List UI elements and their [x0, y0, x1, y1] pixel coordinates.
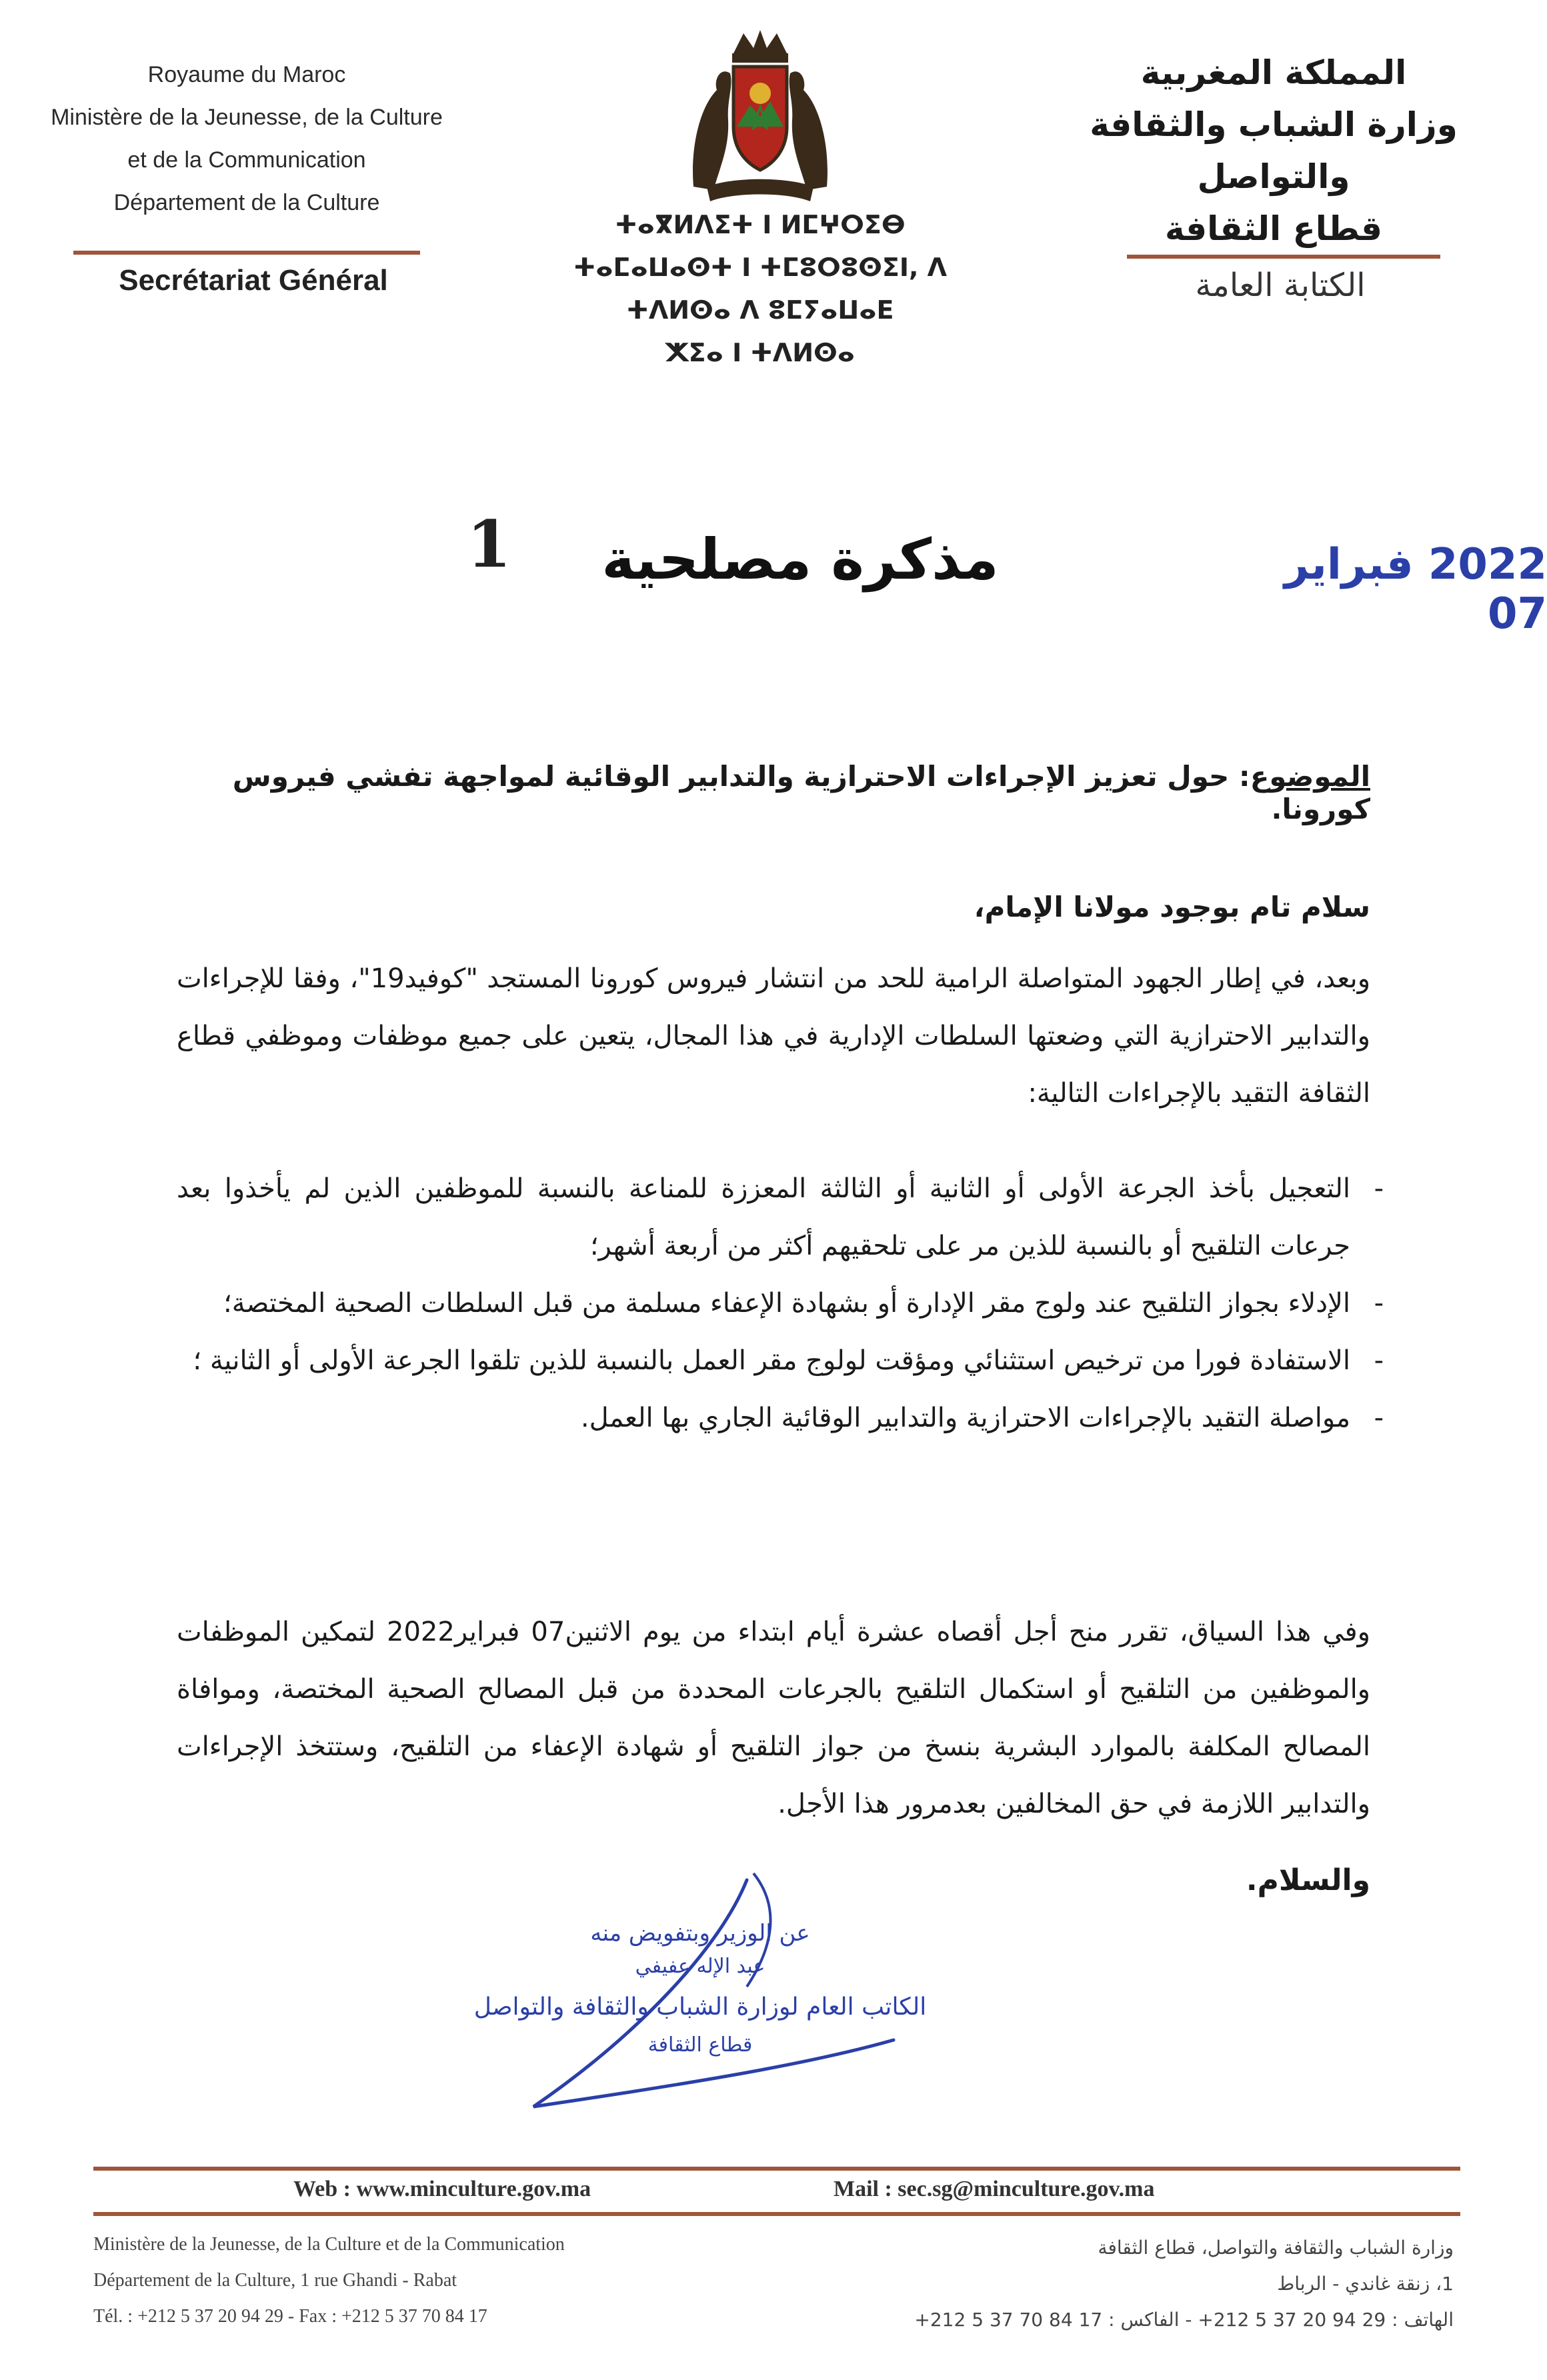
paragraph-deadline: وفي هذا السياق، تقرر منح أجل أقصاه عشرة أيام ابتداء من يوم الاثنين07 فبراير2022 لتمكين الموظفات والموظفين من التلقيح أو استكمال التلقيح بالجرعات المحددة من قبل المصالح الصحية المختصة، وموافاة المصالح المكلفة بالموارد البشرية بنسخ من جواز التلقيح أو شهادة الإعفاء من التلقيح، وستتخذ الإجراءات والتدابير اللازمة في حق المخالفين بعدمرور هذا الأجل. [177, 1617, 1370, 1819]
header-right-line: وزارة الشباب والثقافة [1090, 105, 1458, 144]
royal-coat-of-arms-icon [687, 27, 834, 207]
closing: والسلام. [1246, 1863, 1370, 1897]
signature-line: الكاتب العام لوزارة الشباب والثقافة والتواصل [473, 1993, 927, 2021]
footer-divider-bottom [93, 2212, 1460, 2216]
memo-date-stamp: 2022 فبراير 07 [1284, 540, 1547, 639]
list-item: - مواصلة التقيد بالإجراءات الاحترازية والتدابير الوقائية الجاري بها العمل. [177, 1389, 1390, 1447]
subject-line [177, 760, 1370, 825]
secretariat-fr: Secrétariat Général [119, 264, 388, 297]
secretariat-ar: الكتابة العامة [1195, 267, 1366, 304]
footer-web: Web : www.minculture.gov.ma [293, 2177, 591, 2201]
header-right-line: والتواصل [1197, 157, 1350, 196]
memo-number: 1 [467, 507, 511, 582]
header-right-line: قطاع الثقافة [1165, 209, 1382, 248]
header-left-line: Département de la Culture [113, 190, 380, 215]
paragraph-intro: وبعد، في إطار الجهود المتواصلة الرامية للحد من انتشار فيروس كورونا المستجد "كوفيد19"، وفقا للإجراءات والتدابير الاحترازية التي وضعتها السلطات الإدارية في هذا المجال، يتعين على جميع موظفات وموظفي قطاع الثقافة التقيد بالإجراءات التالية: [177, 963, 1371, 1109]
measures-list [177, 1160, 1390, 1447]
footer-line: Département de la Culture, 1 rue Ghandi - Rabat [93, 2270, 457, 2291]
footer-divider-top [93, 2167, 1460, 2171]
signature-line: قطاع الثقافة [647, 2033, 753, 2057]
tifinagh-line: ⵜⴰⴳⵍⴷⵉⵜ ⵏ ⵍⵎⵖⵔⵉⴱ [615, 210, 906, 239]
header-right [1047, 47, 1500, 255]
greeting: سلام تام بوجود مولانا الإمام، [974, 891, 1370, 923]
header-left-line: et de la Communication [127, 147, 366, 173]
footer-line: Tél. : +212 5 37 20 94 29 - Fax : +212 5 37 70 84 17 [93, 2306, 487, 2327]
header-right-line: المملكة المغربية [1140, 53, 1407, 92]
footer-mail: Mail : sec.sg@minculture.gov.ma [834, 2177, 1155, 2201]
list-item: - الإدلاء بجواز التلقيح عند ولوج مقر الإدارة أو بشهادة الإعفاء مسلمة من قبل السلطات الصحية المختصة؛ [177, 1275, 1390, 1332]
header-center-tifinagh [527, 203, 994, 374]
signature-line: عبد الإله عفيفي [635, 1955, 765, 1978]
header-left-divider [73, 251, 420, 255]
list-item: - التعجيل بأخذ الجرعة الأولى أو الثانية أو الثالثة المعززة للمناعة بالنسبة للموظفين الذين لم يأخذوا بعد جرعات التلقيح أو بالنسبة للذين مر على تلحقيهم أكثر من أربعة أشهر؛ [177, 1160, 1390, 1275]
signature-line: عن الوزير وبتفويض منه [590, 1920, 810, 1947]
footer-address-fr [93, 2227, 760, 2335]
list-item: - الاستفادة فورا من ترخيص استثنائي ومؤقت لولوج مقر العمل بالنسبة للذين تلقوا الجرعة الأولى أو الثانية ؛ [177, 1332, 1390, 1389]
footer-line: 1، زنقة غاندي - الرباط [1277, 2273, 1454, 2295]
tifinagh-line: ⵜⴰⵎⴰⵡⴰⵙⵜ ⵏ ⵜⵎⵓⵔⵓⵙⵉⵏ, ⴷ ⵜⴷⵍⵙⴰ ⴷ ⵓⵎⵢⴰⵡⴰⴹ [573, 253, 948, 325]
subject-text: : حول تعزيز الإجراءات الاحترازية والتدابير الوقائية لمواجهة تفشي فيروس كورونا. [232, 760, 1370, 825]
memo-title: مذكرة مصلحية [601, 527, 999, 592]
subject-label: الموضوع [1250, 760, 1370, 793]
footer-address-ar [854, 2230, 1454, 2338]
footer-line: الهاتف : 29 94 20 37 5 212+ - الفاكس : 17 84 70 37 5 212+ [914, 2309, 1454, 2331]
header-left [47, 53, 447, 224]
header-right-divider [1127, 255, 1440, 259]
tifinagh-line: ⵅⵉⴰ ⵏ ⵜⴷⵍⵙⴰ [665, 338, 856, 367]
footer-line: وزارة الشباب والثقافة والتواصل، قطاع الثقافة [1098, 2237, 1454, 2259]
footer-line: Ministère de la Jeunesse, de la Culture et de la Communication [93, 2234, 565, 2255]
header-left-line: Royaume du Maroc [147, 62, 346, 87]
header-left-line: Ministère de la Jeunesse, de la Culture [51, 105, 443, 130]
